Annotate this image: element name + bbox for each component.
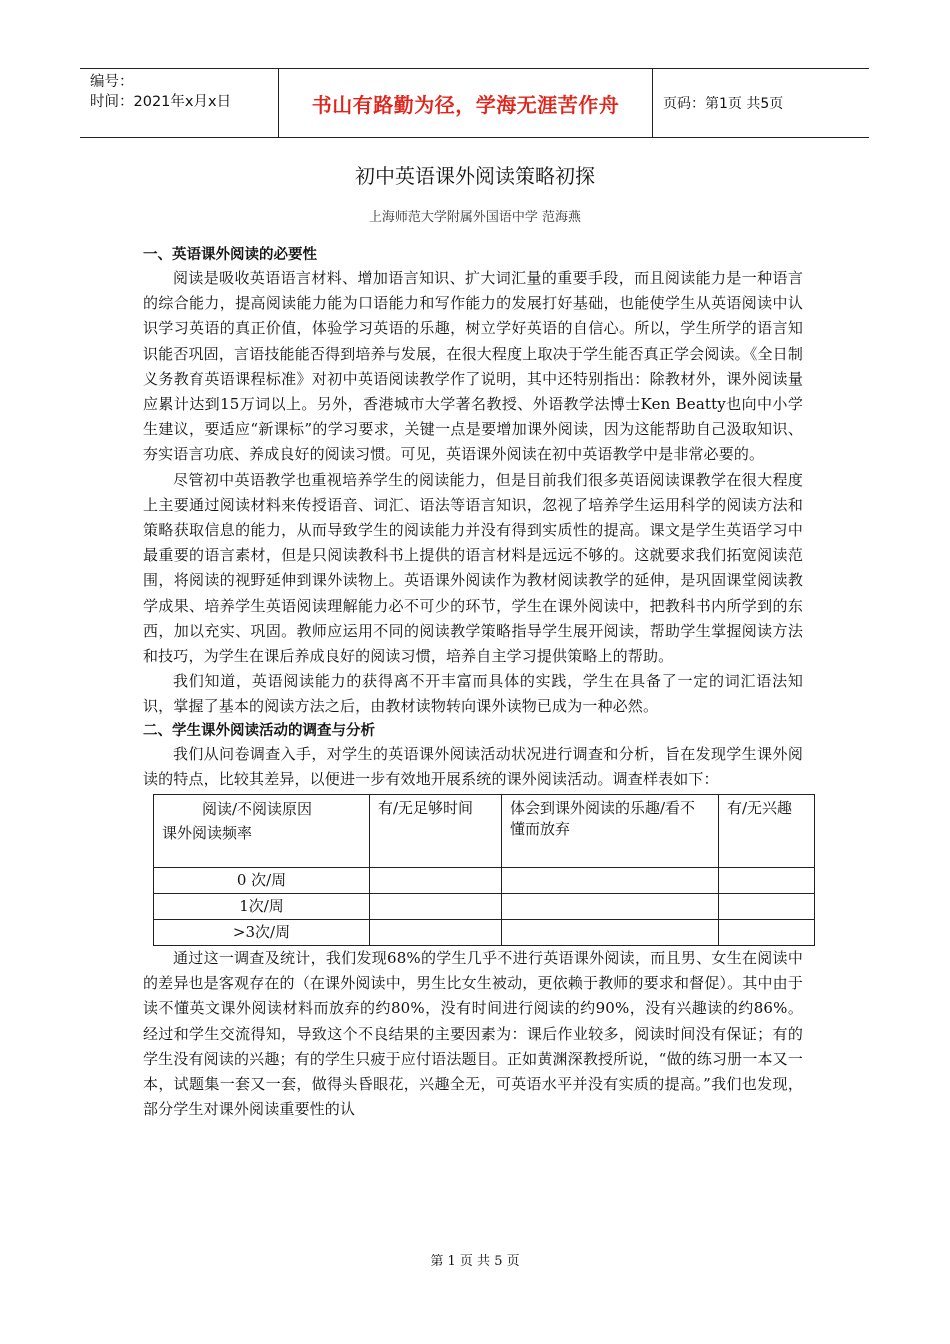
survey-corner-cell: [154, 795, 370, 868]
section-1-paragraph-2: 尽管初中英语教学也重视培养学生的阅读能力，但是目前我们很多英语阅读课教学在很大程度上主要通过阅读材料来传授语音、词汇、语法等语言知识，忽视了培养学生运用科学的阅读方法和策略获取信息的能力，从而导致学生的阅读能力并没有得到实质性的提高。课文是学生英语学习中最重要的语言素材，但是只阅读教科书上提供的语言材料是远远不够的。这就要求我们拓宽阅读范围，将阅读的视野延伸到课外读物上。英语课外阅读作为教材阅读教学的延伸，是巩固课堂阅读教学成果、培养学生英语阅读理解能力必不可少的环节，学生在课外阅读中，把教科书内所学到的东西，加以充实、巩固。教师应运用不同的阅读教学策略指导学生展开阅读，帮助学生掌握阅读方法和技巧，为学生在课后养成良好的阅读习惯，培养自主学习提供策略上的帮助。: [143, 470, 803, 666]
table-cell: [370, 894, 502, 920]
survey-corner-bottom: 课外阅读频率: [162, 824, 253, 843]
survey-row-label: 0 次/周: [154, 868, 370, 894]
header-meta: [80, 69, 279, 137]
header-motto: 书山有路勤为径，学海无涯苦作舟: [311, 92, 620, 117]
page-footer: 第 1 页 共 5 页: [430, 1254, 520, 1269]
table-row: [154, 920, 815, 946]
table-cell: [719, 868, 815, 894]
document-body: [143, 244, 803, 1122]
survey-col-interest: 有/无兴趣: [719, 795, 815, 868]
document-header: [80, 68, 869, 138]
section-2-paragraph-1: 我们从问卷调查入手，对学生的英语课外阅读活动状况进行调查和分析，旨在发现学生课外阅读的特点，比较其差异，以便进一步有效地开展系统的课外阅读活动。调查样表如下：: [143, 744, 803, 788]
section-1-paragraph-1: 阅读是吸收英语语言材料、增加语言知识、扩大词汇量的重要手段，而且阅读能力是一种语言的综合能力，提高阅读能力能为口语能力和写作能力的发展打好基础，也能使学生从英语阅读中认识学习英语的真正价值，体验学习英语的乐趣，树立学好英语的自信心。所以，学生所学的语言知识能否巩固，言语技能能否得到培养与发展，在很大程度上取决于学生能否真正学会阅读。《全日制义务教育英语课程标准》对初中英语阅读教学作了说明，其中还特别指出：除教材外，课外阅读量应累计达到15万词以上。另外，香港城市大学著名教授、外语教学法博士Ken Beatty也向中小学生建议，要适应“新课标”的学习要求，关键一点是要增加课外阅读，因为这能帮助自己汲取知识、夯实语言功底、养成良好的阅读习惯。可见，英语课外阅读在初中英语教学中是非常必要的。: [143, 269, 803, 464]
document-title: 初中英语课外阅读策略初探: [355, 164, 595, 188]
table-cell: [719, 920, 815, 946]
survey-table: [153, 794, 815, 946]
table-row: [154, 894, 815, 920]
survey-row-label: 1次/周: [154, 894, 370, 920]
table-cell: [370, 868, 502, 894]
table-cell: [502, 920, 719, 946]
header-page-number: 页码：第1页 共5页: [663, 96, 784, 112]
table-cell: [502, 894, 719, 920]
table-cell: [502, 868, 719, 894]
table-cell: [370, 920, 502, 946]
survey-row-label: >3次/周: [154, 920, 370, 946]
header-time: 时间：2021年x月x日: [90, 94, 232, 110]
header-number: 编号：: [90, 74, 134, 90]
header-motto-cell: [279, 69, 653, 137]
header-page-cell: [653, 69, 869, 137]
survey-col-interest-reading: 体会到课外阅读的乐趣/看不懂而放弃: [502, 795, 719, 868]
table-cell: [719, 894, 815, 920]
survey-table-header-row: [154, 795, 815, 868]
survey-col-time: 有/无足够时间: [370, 795, 502, 868]
section-1-heading: 一、英语课外阅读的必要性: [143, 247, 317, 263]
survey-corner-top: 阅读/不阅读原因: [202, 800, 313, 819]
document-author: 上海师范大学附属外国语中学 范海燕: [368, 210, 582, 225]
section-1-paragraph-3: 我们知道，英语阅读能力的获得离不开丰富而具体的实践，学生在具备了一定的词汇语法知识，掌握了基本的阅读方法之后，由教材读物转向课外读物已成为一种必然。: [143, 672, 803, 716]
table-row: [154, 868, 815, 894]
section-2-paragraph-2: 通过这一调查及统计，我们发现68%的学生几乎不进行英语课外阅读，而且男、女生在阅读中的差异也是客观存在的（在课外阅读中，男生比女生被动，更依赖于教师的要求和督促）。其中由于读不懂英文课外阅读材料而放弃的约80%，没有时间进行阅读的约90%，没有兴趣读的约86%。经过和学生交流得知，导致这个不良结果的主要因素为：课后作业较多，阅读时间没有保证；有的学生没有阅读的兴趣；有的学生只疲于应付语法题目。正如黄渊深教授所说，“做的练习册一本又一本，试题集一套又一套，做得头昏眼花，兴趣全无，可英语水平并没有实质的提高。”我们也发现，部分学生对课外阅读重要性的认: [143, 949, 803, 1119]
section-2-heading: 二、学生课外阅读活动的调查与分析: [143, 722, 375, 739]
